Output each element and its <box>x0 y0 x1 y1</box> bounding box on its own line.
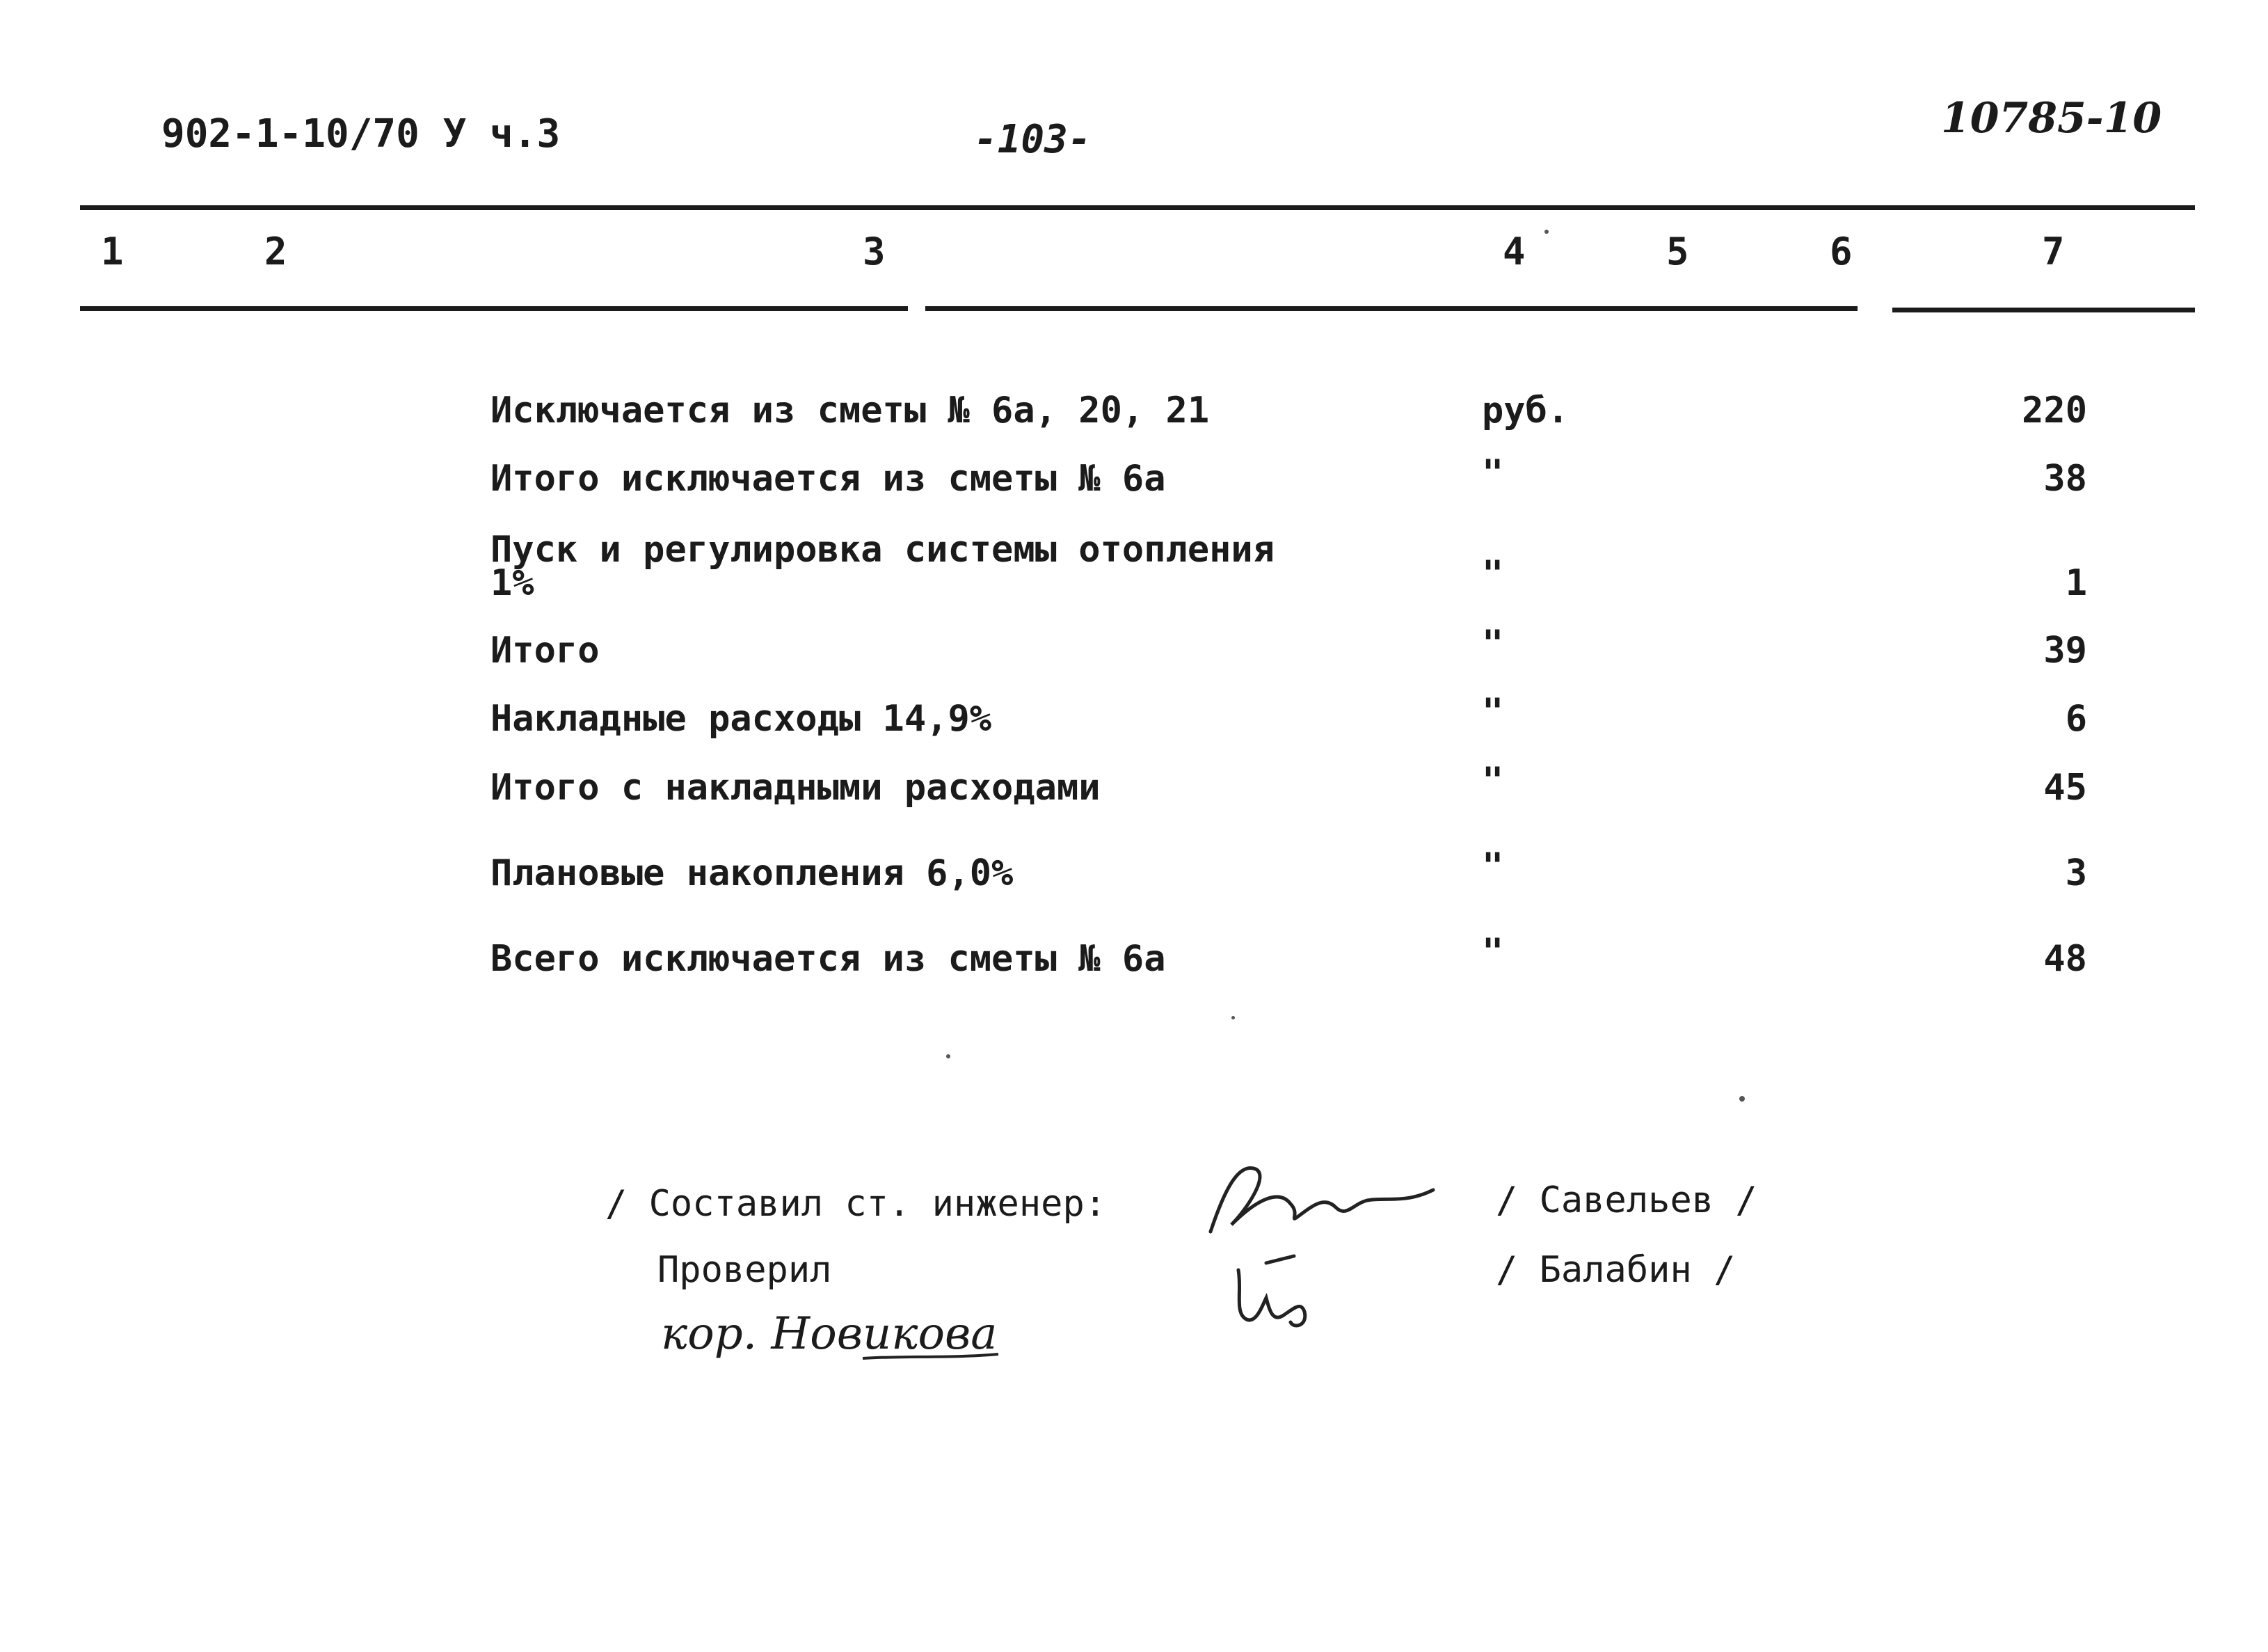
row-description: Плановые накопления 6,0% <box>490 852 1014 894</box>
row-value: 3 <box>2065 852 2087 894</box>
row-unit: " <box>1482 760 1504 802</box>
archive-stamp-number: 10785-10 <box>1941 94 2162 143</box>
corrector-underline <box>863 1350 1002 1364</box>
row-unit: " <box>1482 691 1504 733</box>
scan-speck <box>946 1054 950 1058</box>
column-number-3: 3 <box>863 230 886 273</box>
table-top-rule <box>80 205 2195 210</box>
scan-speck <box>1231 1016 1235 1019</box>
row-description: Итого с накладными расходами <box>490 767 1101 809</box>
row-description: Исключается из сметы № 6а, 20, 21 <box>490 390 1210 431</box>
row-unit: " <box>1482 623 1504 665</box>
row-value: 45 <box>2043 767 2087 809</box>
document-code: 902-1-10/70 У ч.3 <box>161 111 561 157</box>
row-description-continued: 1% <box>490 562 534 604</box>
page-number: -103- <box>974 117 1092 162</box>
column-number-2: 2 <box>264 230 287 273</box>
column-number-1: 1 <box>101 230 124 273</box>
column-number-6: 6 <box>1830 230 1853 273</box>
scan-speck <box>1739 1096 1745 1102</box>
row-value: 6 <box>2065 698 2087 740</box>
row-unit: " <box>1482 452 1504 494</box>
row-value: 220 <box>2022 390 2087 431</box>
row-value: 38 <box>2043 458 2087 500</box>
compiled-by-label: / Составил ст. инженер: <box>605 1183 1107 1225</box>
table-header-bottom-rule <box>80 306 908 311</box>
row-value: 48 <box>2043 938 2087 980</box>
row-description: Итого <box>490 630 600 672</box>
table-header-bottom-rule-2 <box>925 306 1858 311</box>
row-description: Итого исключается из сметы № 6а <box>490 458 1166 500</box>
column-number-5: 5 <box>1666 230 1689 273</box>
checked-by-name: / Балабин / <box>1496 1249 1736 1291</box>
signature-compiler <box>1197 1148 1461 1253</box>
row-unit: " <box>1482 931 1504 973</box>
row-unit: " <box>1482 553 1504 595</box>
column-number-4: 4 <box>1503 230 1526 273</box>
corrector-note: кор. Новикова <box>661 1308 998 1360</box>
row-description: Всего исключается из сметы № 6а <box>490 938 1166 980</box>
row-value: 1 <box>2065 562 2087 604</box>
compiled-by-name: / Савельев / <box>1496 1180 1757 1221</box>
row-unit: " <box>1482 845 1504 887</box>
row-unit: руб. <box>1482 390 1570 431</box>
checked-by-label: Проверил <box>657 1249 832 1291</box>
row-value: 39 <box>2043 630 2087 672</box>
row-description: Пуск и регулировка системы отопления <box>490 529 1275 571</box>
column-number-7: 7 <box>2042 230 2065 273</box>
table-header-bottom-rule-3 <box>1892 308 2195 312</box>
row-description: Накладные расходы 14,9% <box>490 698 992 740</box>
scan-speck <box>1544 230 1549 234</box>
signature-checker <box>1224 1249 1329 1340</box>
